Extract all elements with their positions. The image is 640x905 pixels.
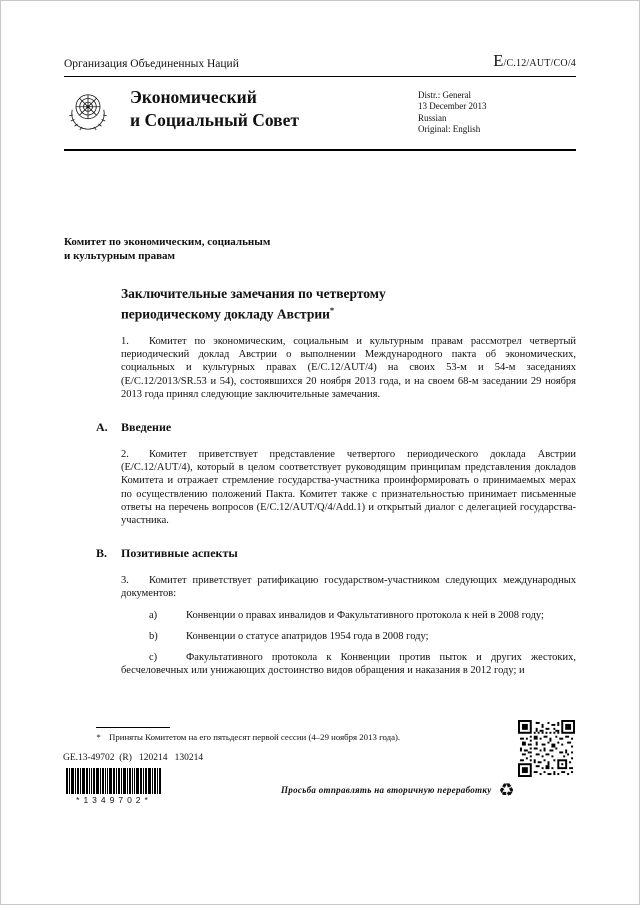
title-footnote-marker: * xyxy=(329,304,335,315)
recycle-icon: ♻ xyxy=(498,780,515,800)
list-item-c-text: Факультативного протокола к Конвенции против пыток и других жестоких, бесчеловечных или унижающих достоинство видов обращения и наказания в 2012 году; и xyxy=(121,652,576,677)
committee-line2: и культурным правам xyxy=(64,249,175,262)
masthead-rule xyxy=(64,149,576,151)
section-heading-a xyxy=(96,420,576,435)
document-title xyxy=(121,285,576,323)
distr-original: Original: English xyxy=(418,124,481,135)
recycle-text: Просьба отправлять на вторичную переработку xyxy=(281,785,492,795)
list-item-c xyxy=(121,651,576,677)
qr-code xyxy=(518,720,575,777)
list-item-b xyxy=(121,630,576,643)
paragraph-2 xyxy=(121,448,576,527)
document-symbol-rest: /C.12/AUT/CO/4 xyxy=(503,58,576,69)
section-heading-b xyxy=(96,546,576,561)
footnote-text: Приняты Комитетом на его пятьдесят первой сессии (4–29 ноября 2013 года). xyxy=(109,732,401,742)
footnote-marker: * xyxy=(96,732,101,742)
ge-reference-number: GE.13-49702 (R) 120214 130214 xyxy=(63,753,204,763)
list-item-b-letter: b) xyxy=(149,630,158,642)
paragraph-3-number: 3. xyxy=(121,575,129,587)
committee-line1: Комитет по экономическим, социальным xyxy=(64,235,271,248)
document-title-line2: периодическому докладу Австрии xyxy=(121,306,330,321)
list-item-b-text: Конвенции о статусе апатридов 1954 года в 2008 году; xyxy=(186,630,429,642)
recycle-notice xyxy=(281,781,515,799)
council-title-line2: и Социальный Совет xyxy=(130,109,299,130)
barcode-bars xyxy=(66,768,162,794)
council-title-line1: Экономический xyxy=(130,86,257,107)
barcode xyxy=(61,768,167,805)
paragraph-1 xyxy=(121,335,576,401)
council-title xyxy=(116,86,418,141)
section-b-title: Позитивные аспекты xyxy=(121,546,238,561)
distribution-block xyxy=(418,86,576,141)
list-item-a xyxy=(121,609,576,622)
section-a-letter: A. xyxy=(96,420,108,435)
header-bar xyxy=(64,53,576,70)
list-item-a-text: Конвенции о правах инвалидов и Факультативного протокола к ней в 2008 году; xyxy=(186,609,544,621)
paragraph-1-text: Комитет по экономическим, социальным и культурным правам рассмотрел четвертый периодический доклад Австрии о выполнении Международного пакта об экономических, социальных и культурных правах (E/C.12/AUT/4) на своих 53-м и 54-м заседаниях (E/C.12/2013/SR.53 и 54), состоявшихся 20 ноября 2013 года, и на своем 68-м заседании 29 ноября 2013 года принял следующие заключительные замечания. xyxy=(121,336,576,400)
organization-name: Организация Объединенных Наций xyxy=(64,57,239,70)
document-title-line1: Заключительные замечания по четвертому xyxy=(121,285,386,301)
section-b-letter: B. xyxy=(96,546,108,561)
paragraph-3 xyxy=(121,574,576,600)
list-item-a-letter: a) xyxy=(149,609,158,621)
distr-line: Distr.: General xyxy=(418,89,471,100)
list-item-c-letter: c) xyxy=(149,652,158,664)
barcode-text: *1349702* xyxy=(76,795,152,805)
section-a-title: Введение xyxy=(121,420,172,435)
footnote xyxy=(96,732,569,743)
document-symbol xyxy=(493,53,576,70)
paragraph-1-number: 1. xyxy=(121,336,129,347)
footnote-rule xyxy=(96,727,170,728)
masthead xyxy=(64,77,576,149)
distr-date: 13 December 2013 xyxy=(418,101,487,112)
paragraph-3-text: Комитет приветствует ратификацию государством-участником следующих международных документов: xyxy=(121,575,576,600)
committee-name xyxy=(64,235,576,263)
paragraph-2-number: 2. xyxy=(121,449,129,461)
paragraph-2-text: Комитет приветствует представление четвертого периодического доклада Австрии (E/C.12/AUT/4), который в целом соответствует руководящим принципам представления докладов Комитета и отражает стремление государства-участника проинформировать о принимаемых мерах по осуществлению положений Пакта. Комитет также с признательностью принимает письменные ответы на перечень вопросов (E/C.12/AUT/Q/4/Add.1) и открытый диалог с делегацией государства-участника. xyxy=(121,449,576,527)
document-symbol-letter: E xyxy=(493,51,504,70)
distr-language: Russian xyxy=(418,112,447,123)
un-emblem-icon xyxy=(64,86,116,141)
